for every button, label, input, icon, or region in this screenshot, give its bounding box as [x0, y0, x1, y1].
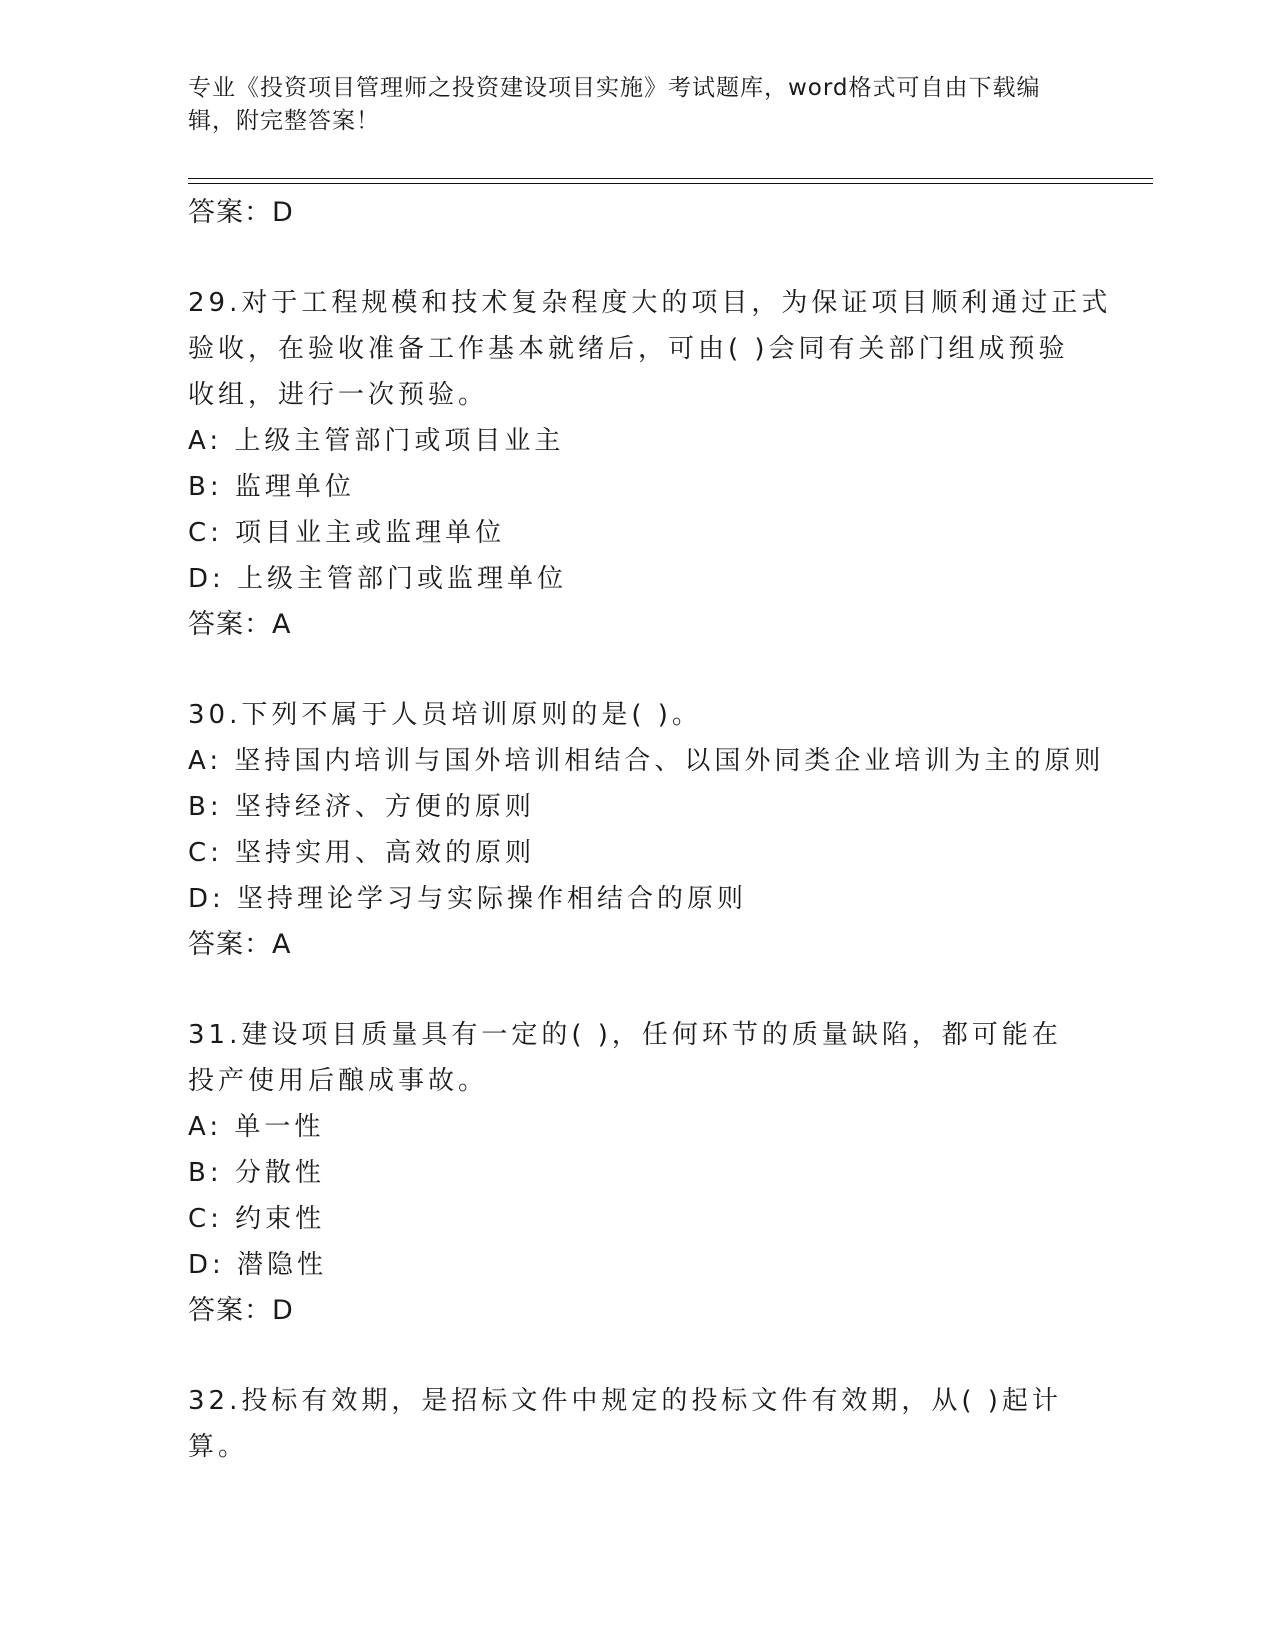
- option-c: C: 坚持实用、高效的原则: [188, 838, 536, 868]
- question-list: [188, 190, 1112, 1470]
- option-b: B: 坚持经济、方便的原则: [188, 792, 535, 822]
- option-d: D: 上级主管部门或监理单位: [188, 564, 568, 594]
- header-title-line-1: 专业《投资项目管理师之投资建设项目实施》考试题库，word格式可自由下载编: [188, 75, 1041, 101]
- answer-line: 答案：A: [188, 609, 292, 640]
- question-text: 32.投标有效期，是招标文件中规定的投标文件有效期，从( )起计: [188, 1386, 1062, 1416]
- option-d: D: 坚持理论学习与实际操作相结合的原则: [188, 884, 748, 914]
- question-text: 算。: [188, 1432, 249, 1462]
- question-text: 31.建设项目质量具有一定的( )，任何环节的质量缺陷，都可能在: [188, 1020, 1062, 1050]
- answer-line: 答案：D: [188, 197, 294, 228]
- question-text: 验收，在验收准备工作基本就绪后，可由( )会同有关部门组成预验: [188, 334, 1069, 364]
- question-32: [188, 1378, 1088, 1470]
- question-29: [188, 280, 1112, 648]
- answer-line: 答案：D: [188, 1295, 294, 1326]
- option-a: A: 坚持国内培训与国外培训相结合、以国外同类企业培训为主的原则: [188, 746, 1105, 776]
- option-a: A: 单一性: [188, 1112, 325, 1142]
- question-text: 收组，进行一次预验。: [188, 380, 489, 410]
- question-text: 投产使用后酿成事故。: [188, 1066, 489, 1096]
- option-c: C: 约束性: [188, 1204, 326, 1234]
- option-c: C: 项目业主或监理单位: [188, 518, 506, 548]
- question-text: 30.下列不属于人员培训原则的是( )。: [188, 700, 702, 730]
- question-text: 29.对于工程规模和技术复杂程度大的项目，为保证项目顺利通过正式: [188, 288, 1112, 318]
- option-b: B: 监理单位: [188, 472, 355, 502]
- option-d: D: 潜隐性: [188, 1250, 328, 1280]
- header-title-line-2: 辑，附完整答案！: [188, 108, 380, 134]
- document-header: [188, 72, 1068, 138]
- answer-line: 答案：A: [188, 929, 292, 960]
- header-divider-top: [188, 178, 1153, 179]
- option-b: B: 分散性: [188, 1158, 325, 1188]
- question-30: [188, 692, 1105, 968]
- header-divider-bottom: [188, 183, 1153, 184]
- question-31: [188, 1012, 1088, 1334]
- option-a: A: 上级主管部门或项目业主: [188, 426, 565, 456]
